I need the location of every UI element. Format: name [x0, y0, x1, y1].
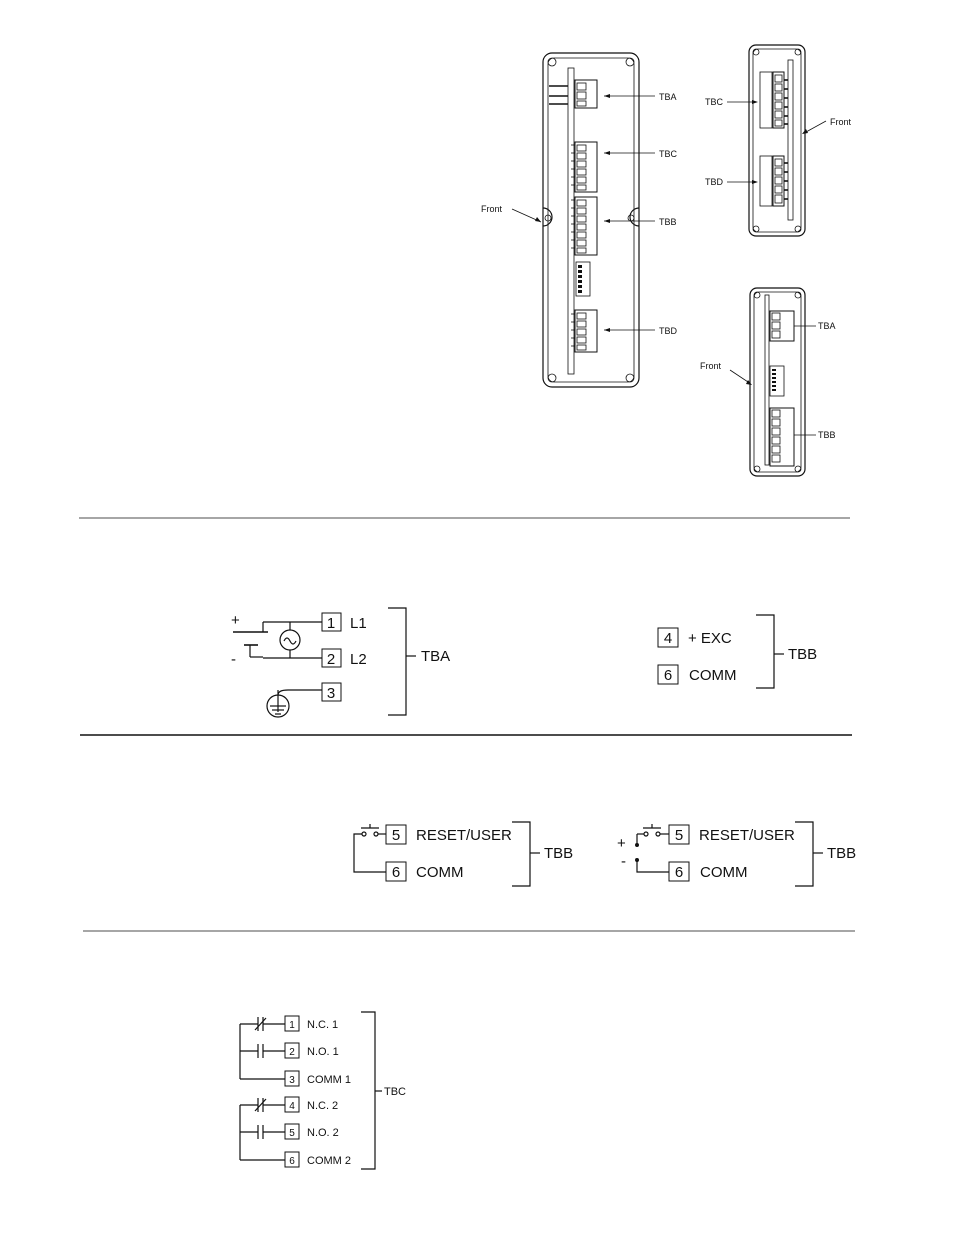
- relay-terminal-6-num: 6: [289, 1156, 295, 1167]
- tr-tbd-label: TBD: [705, 177, 723, 187]
- exc-terminal-4-label: + EXC: [688, 630, 732, 647]
- br-front-label: Front: [700, 361, 722, 371]
- sourcing-terminal-6-label: COMM: [700, 864, 748, 881]
- bottom-right-unit: [700, 288, 836, 476]
- reset-terminal-6-label: COMM: [416, 864, 464, 881]
- relay-wiring: [240, 1012, 406, 1169]
- relay-block-label: TBC: [384, 1086, 406, 1098]
- reset-contact-wiring: [354, 822, 573, 886]
- relay-terminal-4-num: 4: [289, 1101, 295, 1112]
- power-terminal-3-num: 3: [326, 685, 336, 702]
- sourcing-block-label: TBB: [827, 845, 857, 862]
- reset-sourcing-wiring: [617, 822, 856, 886]
- relay-terminal-3-num: 3: [289, 1075, 295, 1086]
- tr-tbc-label: TBC: [705, 97, 723, 107]
- power-terminal-2-label: L2: [350, 651, 367, 668]
- top-right-unit: [705, 45, 852, 236]
- reset-terminal-5-num: 5: [391, 827, 401, 844]
- main-tbd-label: TBD: [659, 326, 677, 336]
- br-tbb-label: TBB: [818, 430, 836, 440]
- reset-terminal-6-num: 6: [391, 864, 401, 881]
- sourcing-minus-sign: -: [621, 853, 626, 870]
- exc-block-label: TBB: [788, 646, 818, 663]
- main-front-label: Front: [481, 204, 503, 214]
- power-terminal-1-num: 1: [326, 615, 336, 632]
- relay-terminal-2-num: 2: [289, 1047, 295, 1058]
- relay-terminal-5-label: N.O. 2: [307, 1127, 339, 1139]
- relay-terminal-6-label: COMM 2: [307, 1155, 351, 1167]
- sourcing-terminal-5-num: 5: [674, 827, 684, 844]
- reset-terminal-5-label: RESET/USER: [416, 827, 512, 844]
- relay-terminal-2-label: N.O. 1: [307, 1046, 339, 1058]
- exc-terminal-6-num: 6: [663, 667, 673, 684]
- sourcing-terminal-6-num: 6: [674, 864, 684, 881]
- relay-terminal-1-label: N.C. 1: [307, 1019, 339, 1031]
- power-minus-sign: -: [231, 651, 236, 668]
- power-terminal-2-num: 2: [326, 651, 336, 668]
- main-unit: [481, 53, 678, 387]
- relay-terminal-3-label: COMM 1: [307, 1074, 351, 1086]
- sourcing-plus-sign: +: [617, 835, 626, 852]
- reset-block-label: TBB: [544, 845, 574, 862]
- relay-terminal-4-label: N.C. 2: [307, 1100, 339, 1112]
- relay-terminal-5-num: 5: [289, 1128, 295, 1139]
- main-tbc-label: TBC: [659, 149, 677, 159]
- main-tbb-label: TBB: [659, 217, 677, 227]
- exc-terminal-6-label: COMM: [689, 667, 737, 684]
- power-wiring: [231, 608, 450, 717]
- excitation-wiring: [658, 615, 817, 688]
- relay-terminal-1-num: 1: [289, 1020, 295, 1031]
- main-tba-label: TBA: [659, 92, 677, 102]
- tr-front-label: Front: [830, 117, 852, 127]
- power-terminal-1-label: L1: [350, 615, 367, 632]
- power-plus-sign: +: [231, 612, 240, 629]
- br-tba-label: TBA: [818, 321, 836, 331]
- power-block-label: TBA: [421, 648, 451, 665]
- exc-terminal-4-num: 4: [663, 630, 673, 647]
- sourcing-terminal-5-label: RESET/USER: [699, 827, 795, 844]
